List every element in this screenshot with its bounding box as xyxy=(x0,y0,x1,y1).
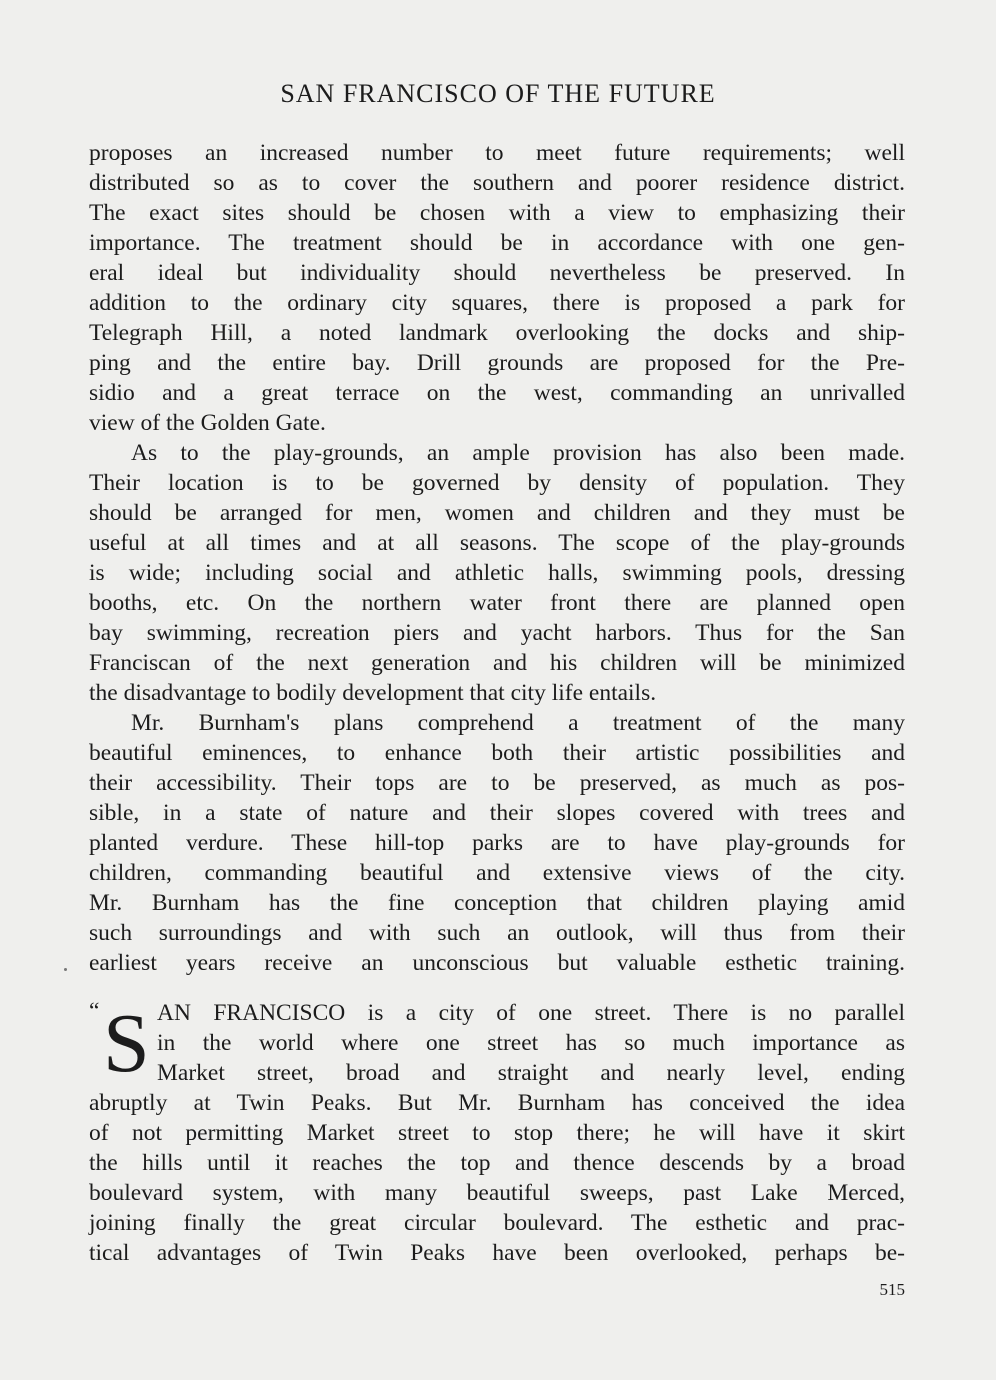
text-line: should be arranged for men, women and children and they must be xyxy=(89,500,905,526)
text-line: planted verdure. These hill-top parks are to have play-grounds for xyxy=(89,830,905,856)
page-number: 515 xyxy=(879,1280,905,1299)
text-line: Mr. Burnham has the fine conception that children playing amid xyxy=(89,890,905,916)
text-line: Their location is to be governed by density of population. They xyxy=(89,470,905,496)
drop-cap: S xyxy=(103,997,150,1090)
dropcap-line xyxy=(89,1028,905,1058)
text-line: the hills until it reaches the top and thence descends by a broad xyxy=(89,1150,905,1176)
text-line: the disadvantage to bodily development that city life entails. xyxy=(89,680,657,706)
text-line: proposes an increased number to meet future requirements; well xyxy=(89,140,905,166)
text-line: Mr. Burnham's plans comprehend a treatment of the many xyxy=(131,710,905,736)
paper-speck xyxy=(64,968,67,971)
open-quote: “ xyxy=(89,998,100,1024)
text-line: abruptly at Twin Peaks. But Mr. Burnham has conceived the idea xyxy=(89,1090,905,1116)
text-line: sidio and a great terrace on the west, commanding an unrivalled xyxy=(89,380,905,406)
text-line: such surroundings and with such an outlook, will thus from their xyxy=(89,920,905,946)
text-line: Telegraph Hill, a noted landmark overlooking the docks and ship- xyxy=(89,320,905,346)
text-line: distributed so as to cover the southern and poorer residence district. xyxy=(89,170,905,196)
text-line: children, commanding beautiful and extensive views of the city. xyxy=(89,860,905,886)
text-line: eral ideal but individuality should nevertheless be preserved. In xyxy=(89,260,905,286)
text-line: of not permitting Market street to stop there; he will have it skirt xyxy=(89,1120,905,1146)
text-line: AN FRANCISCO is a city of one street. There is no parallel xyxy=(157,1000,905,1026)
text-line: sible, in a state of nature and their slopes covered with trees and xyxy=(89,800,905,826)
text-line: boulevard system, with many beautiful sweeps, past Lake Merced, xyxy=(89,1180,905,1206)
text-line: tical advantages of Twin Peaks have been overlooked, perhaps be- xyxy=(89,1240,905,1266)
text-line: importance. The treatment should be in accordance with one gen- xyxy=(89,230,905,256)
quote-section xyxy=(89,998,905,1268)
text-line: is wide; including social and athletic halls, swimming pools, dressing xyxy=(89,560,905,586)
running-head: SAN FRANCISCO OF THE FUTURE xyxy=(280,79,716,108)
text-line: The exact sites should be chosen with a view to emphasizing their xyxy=(89,200,905,226)
dropcap-line xyxy=(89,1058,905,1088)
text-line: view of the Golden Gate. xyxy=(89,410,326,436)
text-line: As to the play-grounds, an ample provision has also been made. xyxy=(131,440,905,466)
text-line: their accessibility. Their tops are to be preserved, as much as pos- xyxy=(89,770,905,796)
text-line: beautiful eminences, to enhance both their artistic possibilities and xyxy=(89,740,905,766)
body-text xyxy=(89,138,905,978)
text-line: useful at all times and at all seasons. The scope of the play-grounds xyxy=(89,530,905,556)
text-line: ping and the entire bay. Drill grounds are proposed for the Pre- xyxy=(89,350,905,376)
text-line: earliest years receive an unconscious but valuable esthetic training. xyxy=(89,950,905,976)
text-line: Franciscan of the next generation and his children will be minimized xyxy=(89,650,905,676)
text-line: in the world where one street has so much importance as xyxy=(157,1030,905,1056)
text-line: joining finally the great circular boulevard. The esthetic and prac- xyxy=(89,1210,905,1236)
text-line: Market street, broad and straight and nearly level, ending xyxy=(157,1060,905,1086)
text-line: bay swimming, recreation piers and yacht harbors. Thus for the San xyxy=(89,620,905,646)
text-line: booths, etc. On the northern water front there are planned open xyxy=(89,590,905,616)
text-line: addition to the ordinary city squares, there is proposed a park for xyxy=(89,290,905,316)
